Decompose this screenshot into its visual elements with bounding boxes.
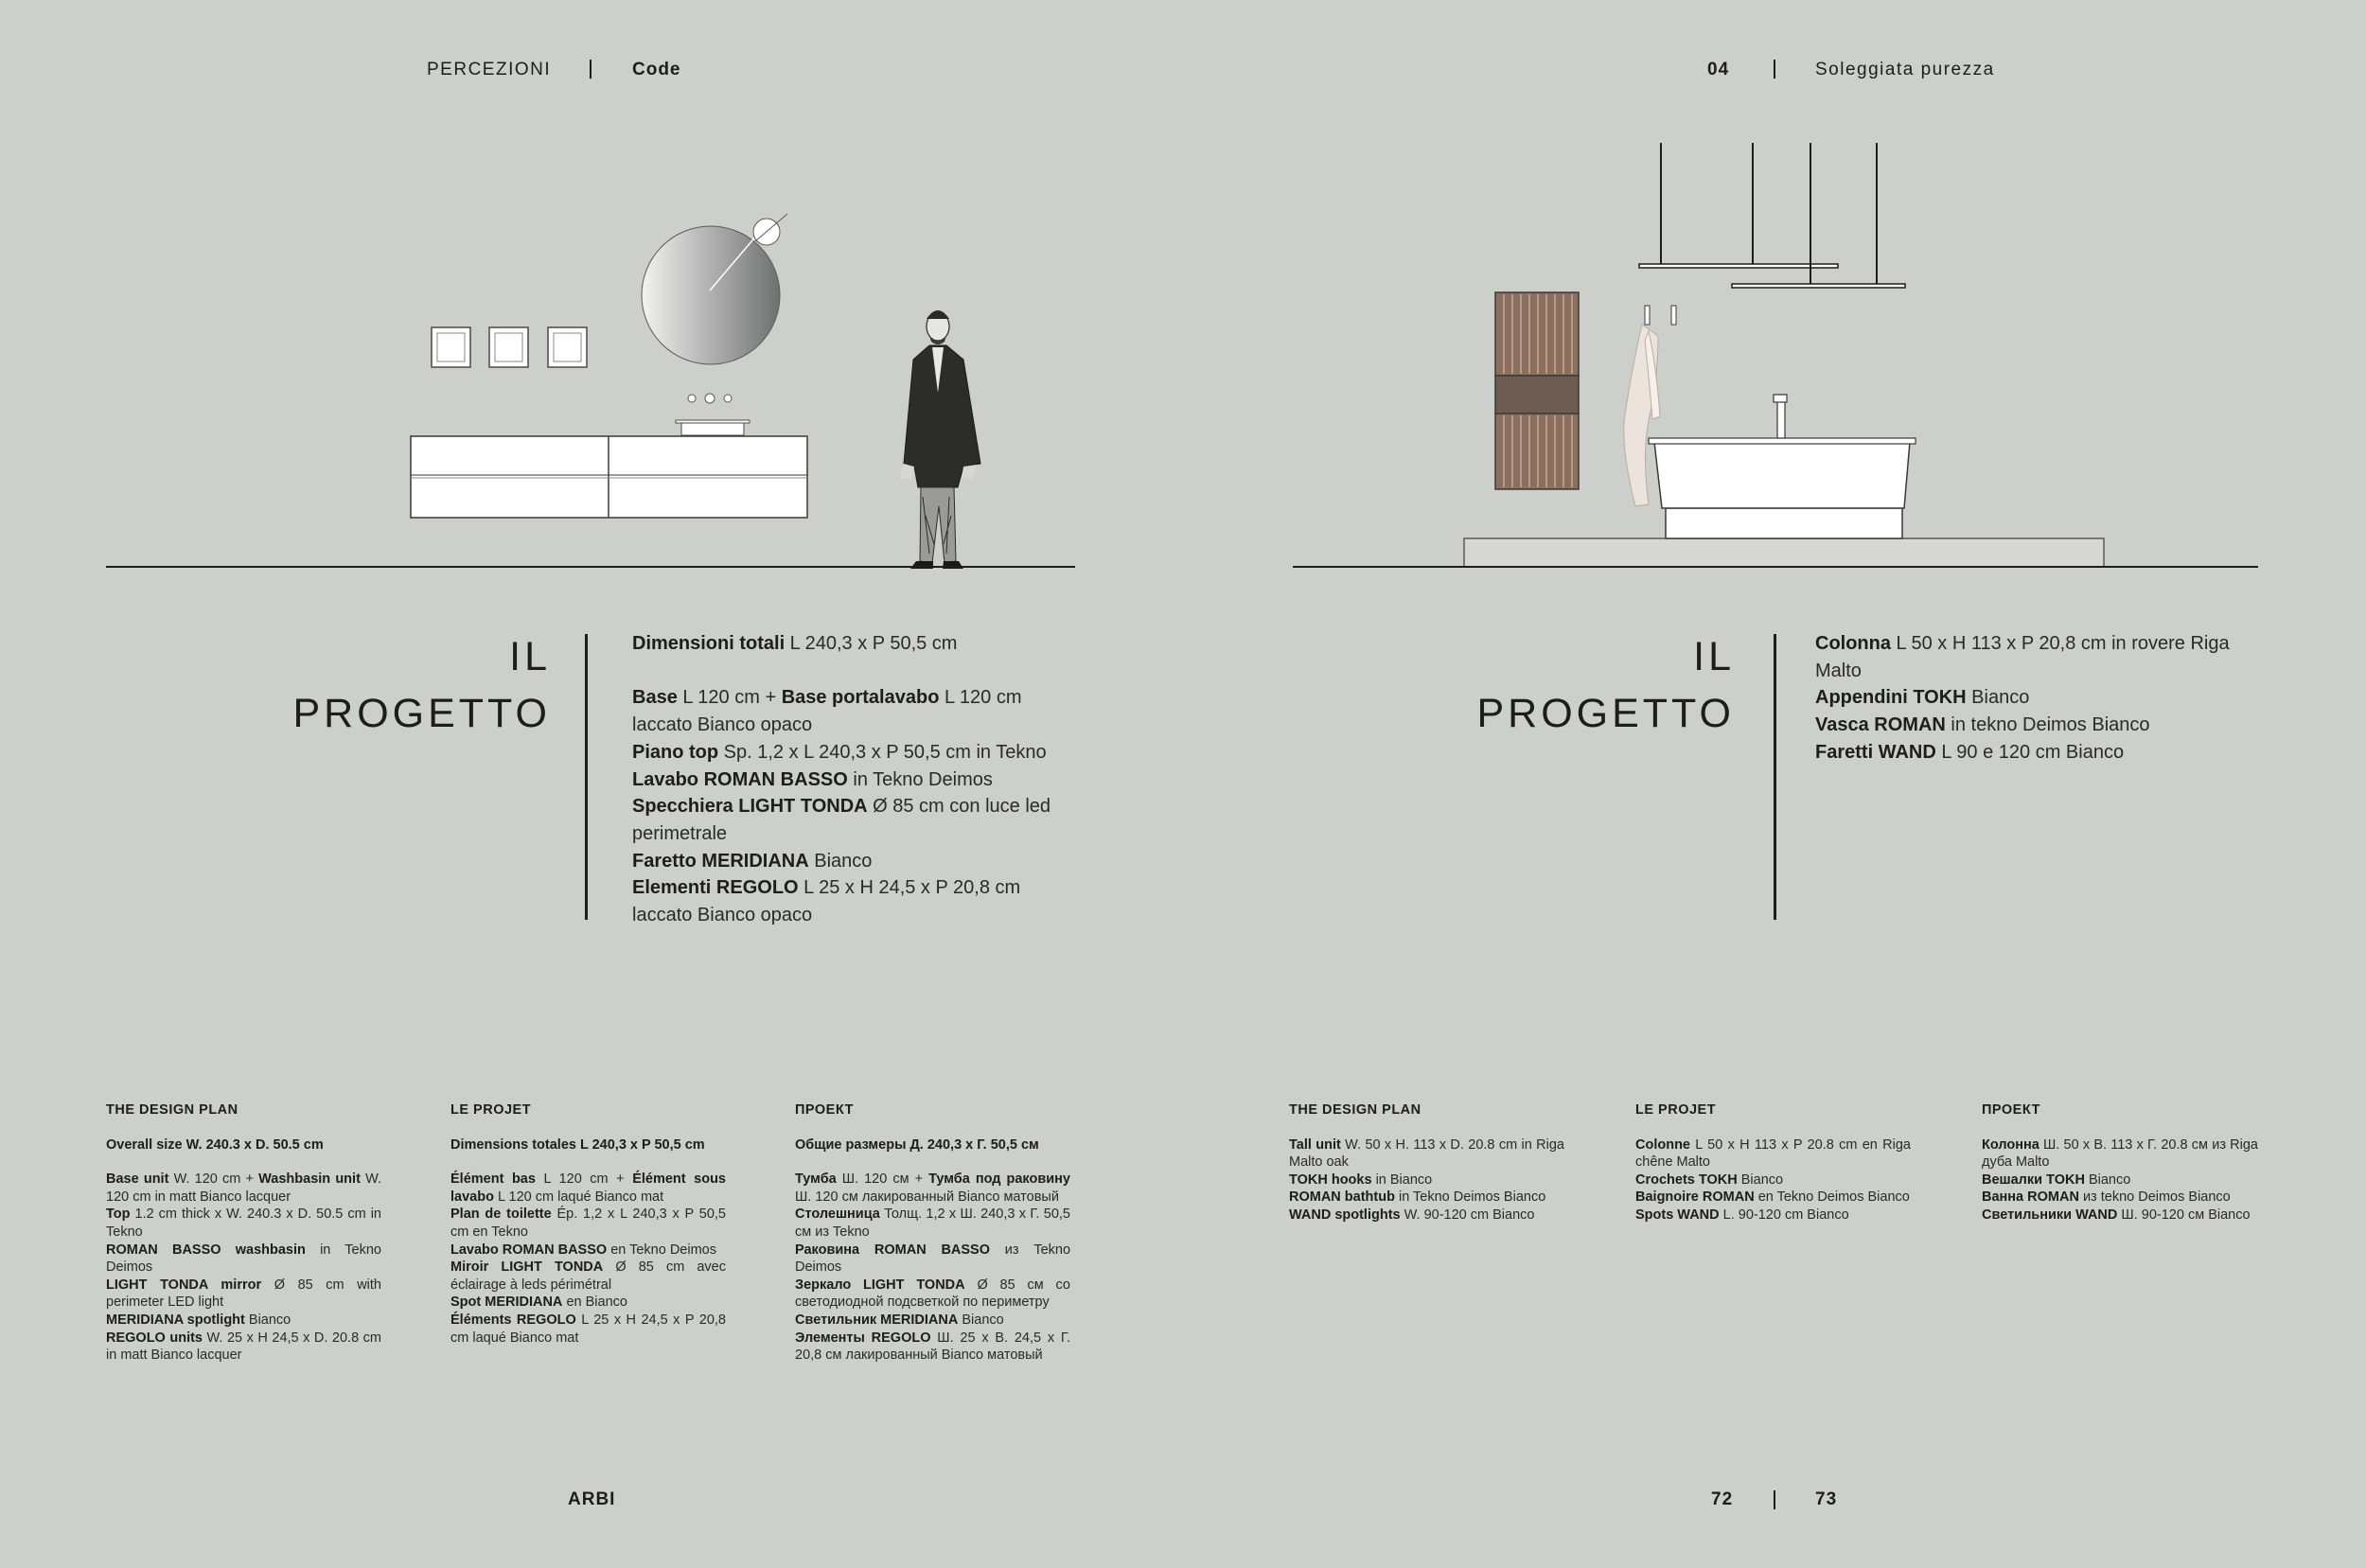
translation-label: Светильники WAND [1982,1207,2118,1223]
man-figure-illustration [899,310,980,569]
translation-heading: ПРОЕКТ [795,1102,854,1118]
translation-row [450,1259,726,1294]
translation-label: Тумба под раковину [928,1172,1070,1188]
header-divider-right [1774,60,1775,79]
translation-label: Base unit [106,1172,169,1188]
spec-label: Appendini TOKH [1815,687,1967,709]
regolo-units [432,327,587,367]
translation-subheading: Общие размеры Д. 240,3 х Г. 50,5 см [795,1136,1039,1153]
page-number-right: 73 [1815,1489,1838,1509]
translation-value: W. 120 cm in matt Bianco lacquer [106,1172,381,1205]
translation-row [106,1242,381,1277]
translation-label: MERIDIANA spotlight [106,1312,245,1328]
translation-value: 1.2 cm thick x W. 240.3 x D. 50.5 cm in Tekno [106,1207,381,1240]
translation-row [1289,1136,1564,1172]
translation-row [1635,1136,1911,1172]
spec-row [632,793,1077,847]
translation-label: Тумба [795,1172,837,1188]
translation-row [1982,1172,2258,1189]
bathtub-illustration [1649,395,1916,538]
translation-row [450,1242,726,1260]
spec-value: Sp. 1,2 x L 240,3 x P 50,5 cm in Tekno [718,741,1047,763]
spec-row [632,874,1077,928]
spec-label: Colonna [1815,633,1891,654]
spec-value: L 25 x H 24,5 x P 20,8 cm laccato Bianco opaco [632,877,1021,926]
progetto-divider-right [1774,634,1776,920]
translation-value: Ш. 120 см + [836,1172,929,1188]
translation-label: Столешница [795,1207,880,1223]
header-section [427,59,551,81]
spec-row [1815,684,2260,712]
translation-value: L 50 x H 113 x P 20.8 cm en Riga chêne Malto [1635,1136,1911,1171]
progetto-heading-right [1476,628,1735,742]
translation-row [795,1330,1070,1365]
translation-value: Ш. 25 х В. 24,5 х Г. 20,8 см лакированный Bianco матовый [795,1330,1070,1364]
spec-label: Base portalavabo [781,687,940,709]
translation-value: L. 90-120 cm Bianco [1719,1207,1849,1223]
translation-row [1289,1172,1564,1189]
translation-value: en Tekno Deimos Bianco [1754,1189,1910,1206]
translation-label: Колонна [1982,1136,2039,1153]
spec-label: Vasca ROMAN [1815,714,1946,736]
translation-value: in Tekno Deimos [106,1242,381,1276]
translation-row [106,1330,381,1365]
spec-row [632,684,1077,738]
translation-label: Раковина ROMAN BASSO [795,1242,991,1258]
translation-label: Éléments REGOLO [450,1312,576,1328]
translation-row [1982,1207,2258,1224]
bathtub-elevation-drawing [1448,137,2129,573]
translation-label: Spots WAND [1635,1207,1720,1223]
spec-row [1815,712,2260,739]
translation-row [450,1294,726,1312]
spec-row [632,766,1077,794]
heading-line-1: IL [1693,634,1735,679]
footer-brand: ARBI [568,1489,616,1509]
wand-spotlights [1639,143,1905,288]
translation-row [1635,1207,1911,1224]
translation-label: Colonne [1635,1136,1690,1153]
translation-label: Washbasin unit [258,1172,361,1188]
translation-value: W. 50 x H. 113 x D. 20.8 cm in Riga Malto oak [1289,1136,1564,1171]
translation-value: Толщ. 1,2 х Ш. 240,3 х Г. 50,5 см из Tekno [795,1207,1070,1240]
header-section-label: PERCEZIONI [427,60,552,79]
translation-value: W. 90-120 cm Bianco [1400,1207,1535,1223]
progetto-heading-left [292,628,551,742]
translation-label: Элементы REGOLO [795,1330,931,1346]
translation-col-fr-left [450,1101,726,1347]
translation-row [795,1312,1070,1330]
header-number [1707,59,1729,81]
translation-col-fr-right [1635,1101,1911,1224]
translation-value: L 25 x H 24,5 x P 20,8 cm laqué Bianco mat [450,1312,726,1346]
heading-line-2: PROGETTO [1476,691,1735,736]
spec-list-right [1815,630,2260,766]
floor-line-left [106,566,1075,568]
spec-value: Ø 85 cm con luce led perimetrale [632,796,1051,844]
translation-heading: THE DESIGN PLAN [1289,1102,1421,1118]
translation-row [1635,1172,1911,1189]
translation-value: Bianco [2084,1172,2131,1188]
translation-label: Miroir LIGHT TONDA [450,1260,604,1276]
vanity-elevation-drawing [397,203,1003,610]
translation-value: Ш. 90-120 см Bianco [2117,1207,2251,1223]
translation-value: in Bianco [1371,1172,1433,1188]
translation-row [106,1277,381,1312]
spec-value: L 120 cm + [677,687,782,709]
translation-row [106,1312,381,1330]
translation-value: in Tekno Deimos Bianco [1394,1189,1546,1206]
translation-label: Tall unit [1289,1136,1341,1153]
translation-label: REGOLO units [106,1330,203,1346]
translation-value: Ш. 50 х В. 113 х Г. 20.8 см из Riga дуба Malto [1982,1136,2258,1171]
translation-row [795,1206,1070,1241]
spec-label: Specchiera LIGHT TONDA [632,796,868,818]
translation-value: en Bianco [562,1295,627,1311]
translation-value: L 120 cm + [535,1172,633,1188]
spec-row [632,630,1077,658]
translation-label: LIGHT TONDA mirror [106,1277,262,1293]
translation-value: Ép. 1,2 x L 240,3 x P 50,5 cm en Tekno [450,1207,726,1240]
spec-value: L 50 x H 113 x P 20,8 cm in rovere Riga Malto [1815,633,2230,681]
translation-value: Bianco [244,1312,291,1328]
translation-label: Crochets TOKH [1635,1172,1738,1188]
translation-row [1982,1189,2258,1207]
translation-row [795,1277,1070,1312]
translation-label: Top [106,1207,131,1223]
spec-value: Bianco [1966,687,2030,709]
progetto-divider-left [585,634,588,920]
translation-value: из tekno Deimos Bianco [2078,1189,2231,1206]
translation-heading: LE PROJET [450,1102,532,1118]
translation-row [106,1206,381,1241]
spec-label: Faretto MERIDIANA [632,850,809,872]
translation-subheading: Overall size W. 240.3 x D. 50.5 cm [106,1136,324,1153]
header-chapter-number: 04 [1707,60,1730,79]
translation-label: Spot MERIDIANA [450,1295,563,1311]
translation-row [1289,1189,1564,1207]
vanity-cabinet [411,436,807,518]
translation-label: Plan de toilette [450,1207,552,1223]
translation-value: en Tekno Deimos [607,1242,716,1258]
tall-column-illustration [1495,292,1579,489]
round-mirror-illustration [642,214,787,364]
translation-label: Baignoire ROMAN [1635,1189,1755,1206]
heading-line-1: IL [509,634,551,679]
translation-row [795,1171,1070,1206]
spec-row [632,848,1077,875]
translation-value: из Tekno Deimos [795,1242,1071,1276]
translation-row [1982,1136,2258,1172]
translation-label: Lavabo ROMAN BASSO [450,1242,608,1258]
translation-value: Bianco [1737,1172,1784,1188]
translation-row [1635,1189,1911,1207]
translation-row [450,1206,726,1241]
spec-value: Bianco [808,850,873,872]
translation-subheading: Dimensions totales L 240,3 x P 50,5 cm [450,1136,705,1153]
spec-value: L 240,3 x P 50,5 cm [785,633,958,654]
translation-heading: LE PROJET [1635,1102,1717,1118]
spec-list-left [632,630,1077,929]
translation-value: Ø 85 см со светодиодной подсветкой по периметру [795,1277,1070,1311]
floor-line-right [1293,566,2258,568]
translation-heading: THE DESIGN PLAN [106,1102,238,1118]
spec-value: in tekno Deimos Bianco [1945,714,2150,736]
translation-value: L 120 cm laqué Bianco mat [493,1189,664,1205]
translation-label: Вешалки TOKH [1982,1172,2085,1188]
translation-row [795,1242,1070,1277]
spec-value: in Tekno Deimos [847,768,993,790]
spec-label: Base [632,687,678,709]
translation-col-en-left [106,1101,381,1365]
translation-value: Ø 85 cm avec éclairage à leds périmétral [450,1260,726,1293]
spec-label: Piano top [632,741,719,763]
translation-label: TOKH hooks [1289,1172,1372,1188]
translation-label: ROMAN BASSO washbasin [106,1242,306,1258]
translation-value: W. 25 x H 24,5 x D. 20.8 cm in matt Bianco lacquer [106,1330,382,1364]
translation-col-ru-left [795,1101,1070,1365]
translation-label: ROMAN bathtub [1289,1189,1395,1206]
spec-label: Lavabo ROMAN BASSO [632,768,848,790]
spec-value: L 120 cm laccato Bianco opaco [632,687,1022,736]
spec-row [1815,739,2260,766]
translation-value: Bianco [958,1312,1004,1328]
translation-row [450,1312,726,1347]
heading-line-2: PROGETTO [292,691,551,736]
header-divider-left [590,60,592,79]
translation-label: Зеркало LIGHT TONDA [795,1277,965,1293]
translation-row [1289,1207,1564,1224]
header-title-left [632,59,681,81]
spec-row [1815,630,2260,684]
translation-label: Светильник MERIDIANA [795,1312,959,1328]
translation-col-en-right [1289,1101,1564,1224]
translation-value: Ш. 120 см лакированный Bianco матовый [795,1189,1059,1205]
translation-label: Élément sous lavabo [450,1172,726,1205]
spec-label: Faretti WAND [1815,741,1936,763]
spec-row [632,739,1077,766]
translation-col-ru-right [1982,1101,2258,1224]
translation-row [450,1171,726,1206]
translation-heading: ПРОЕКТ [1982,1102,2040,1118]
translation-value: Ø 85 cm with perimeter LED light [106,1277,381,1311]
translation-value: W. 120 cm + [168,1172,259,1188]
header-title-code: Code [632,60,681,79]
footer-divider [1774,1490,1775,1509]
page-number-left: 72 [1711,1489,1734,1509]
header-title-right: Soleggiata purezza [1815,60,1995,79]
spec-label: Elementi REGOLO [632,877,799,899]
spec-value: L 90 e 120 cm Bianco [1935,741,2125,763]
translation-label: Élément bas [450,1172,536,1188]
spec-label: Dimensioni totali [632,633,786,654]
translation-row [106,1171,381,1206]
translation-label: Ванна ROMAN [1982,1189,2079,1206]
translation-label: WAND spotlights [1289,1207,1401,1223]
